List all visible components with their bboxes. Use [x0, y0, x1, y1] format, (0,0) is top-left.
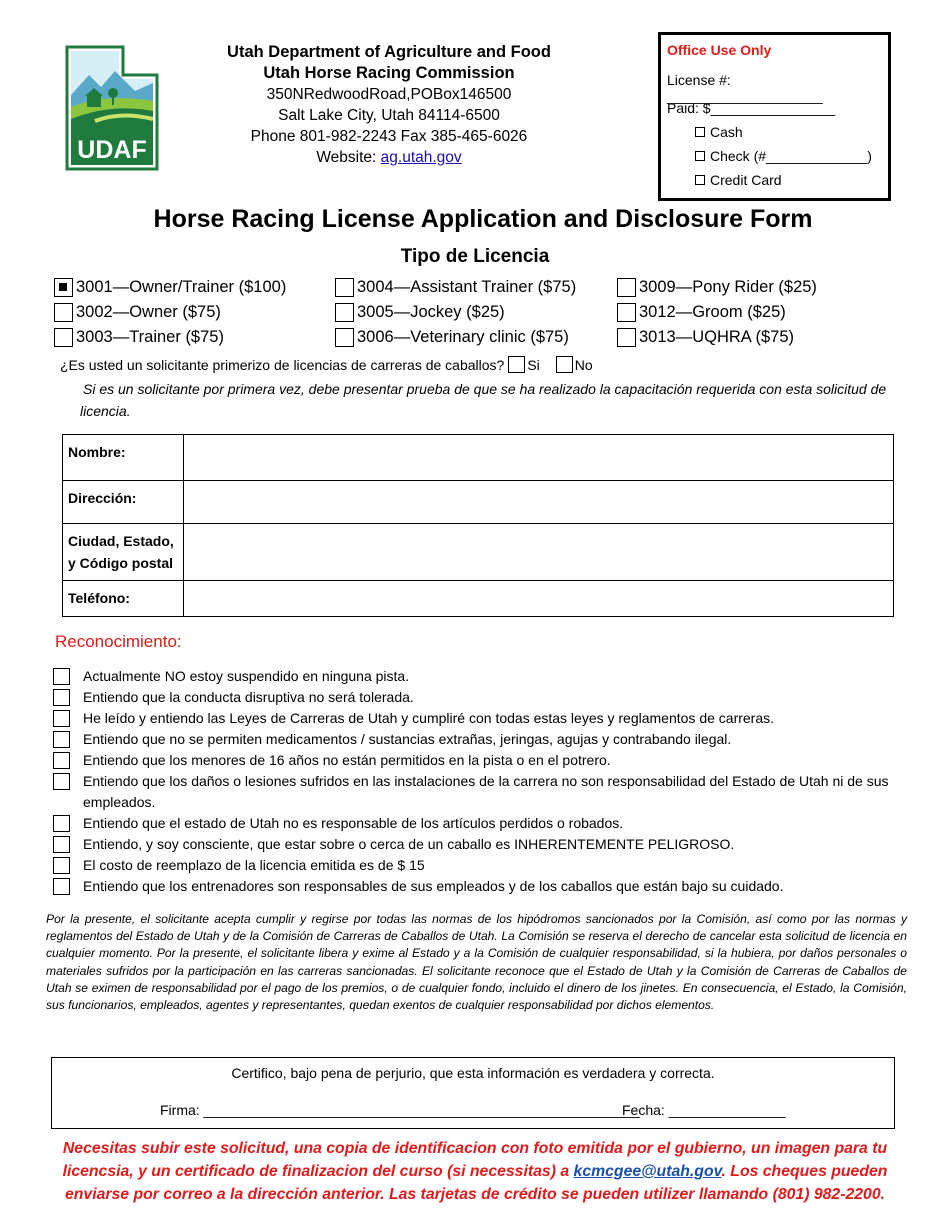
license-checkbox[interactable]	[54, 303, 73, 322]
ack-text: Entiendo que el estado de Utah no es responsable de los artículos perdidos o robados.	[83, 815, 624, 831]
ack-checkbox[interactable]	[53, 731, 70, 748]
license-label: 3012—Groom ($25)	[639, 303, 786, 321]
certification-statement: Certifico, bajo pena de perjurio, que esta información es verdadera y correcta.	[231, 1065, 715, 1081]
license-option-3003[interactable]	[54, 328, 224, 347]
ack-item	[53, 813, 913, 834]
cash-checkbox-icon	[695, 127, 705, 137]
ack-item	[53, 729, 913, 750]
license-label: 3004—Assistant Trainer ($75)	[357, 278, 577, 296]
ack-checkbox[interactable]	[53, 710, 70, 727]
phone-fax: Phone 801-982-2243 Fax 385-465-6026	[250, 128, 528, 145]
name-label: Nombre:	[63, 435, 184, 481]
license-type-heading: Tipo de Licencia	[400, 246, 550, 267]
paid-field: Paid: $________________	[667, 100, 836, 116]
ack-text: He leído y entiendo las Leyes de Carreras de Utah y cumpliré con todas estas leyes y reglamentos de carreras.	[83, 710, 775, 726]
website-label: Website:	[316, 149, 377, 166]
city-state-zip-input[interactable]	[184, 524, 894, 581]
license-label: 3005—Jockey ($25)	[357, 303, 505, 321]
ack-checkbox[interactable]	[53, 878, 70, 895]
ack-item	[53, 666, 913, 687]
ack-checkbox[interactable]	[53, 857, 70, 874]
agency-header	[200, 42, 578, 168]
ack-text: Entiendo que los menores de 16 años no están permitidos en la pista o en el potrero.	[83, 752, 611, 768]
license-option-3001[interactable]	[54, 278, 286, 297]
check-checkbox-icon	[695, 151, 705, 161]
applicant-info-table	[62, 434, 894, 617]
license-checkbox[interactable]	[54, 328, 73, 347]
first-time-question	[60, 356, 593, 373]
cash-option[interactable]	[695, 124, 743, 140]
ack-text: El costo de reemplazo de la licencia emitida es de $ 15	[83, 857, 425, 873]
credit-card-label: Credit Card	[710, 172, 782, 188]
license-checkbox[interactable]	[335, 303, 354, 322]
office-use-title: Office Use Only	[667, 42, 772, 58]
first-time-yes-label: Si	[527, 356, 540, 373]
date-field[interactable]: Fecha: _______________	[622, 1102, 786, 1118]
name-input[interactable]	[184, 435, 894, 481]
ack-item	[53, 855, 913, 876]
license-checkbox[interactable]	[617, 278, 636, 297]
license-option-3004[interactable]	[335, 278, 576, 297]
website-line	[200, 147, 578, 168]
license-label: 3013—UQHRA ($75)	[639, 328, 794, 346]
address-line-1: 350NRedwoodRoad,POBox146500	[266, 86, 512, 103]
license-option-3009[interactable]	[617, 278, 817, 297]
license-label: 3006—Veterinary clinic ($75)	[357, 328, 569, 346]
license-checkbox[interactable]	[335, 278, 354, 297]
ack-text: Entiendo que los entrenadores son responsables de sus empleados y de los caballos que están bajo su cuidado.	[83, 878, 784, 894]
license-label: 3003—Trainer ($75)	[76, 328, 224, 346]
signature-field[interactable]: Firma: ________________________________________________________	[160, 1102, 640, 1118]
ack-checkbox[interactable]	[53, 773, 70, 790]
footer-text-1: Necesitas subir este solicitud, una copia de identificacion con foto emitida por el gubierno, un imagen para tu licencsia, y un certificado de finalizacion del curso (si necessitas) a	[62, 1140, 888, 1180]
credit-card-checkbox-icon	[695, 175, 705, 185]
check-option[interactable]	[695, 148, 872, 164]
phone-input[interactable]	[184, 581, 894, 617]
city-state-zip-label: Ciudad, Estado, y Código postal	[63, 524, 184, 581]
credit-card-option[interactable]	[695, 172, 782, 188]
submission-instructions	[40, 1137, 910, 1206]
udaf-logo	[65, 45, 159, 171]
license-label: 3002—Owner ($75)	[76, 303, 221, 321]
ack-item	[53, 750, 913, 771]
ack-text: Entiendo que los daños o lesiones sufridos en las instalaciones de la carrera no son responsabilidad del Estado de Utah ni de sus empleados.	[83, 773, 889, 810]
website-link[interactable]: ag.utah.gov	[380, 149, 462, 166]
ack-item	[53, 834, 913, 855]
ack-checkbox[interactable]	[53, 752, 70, 769]
cash-label: Cash	[710, 124, 743, 140]
email-link[interactable]: kcmcgee@utah.gov	[573, 1163, 722, 1180]
license-option-3012[interactable]	[617, 303, 786, 322]
ack-text: Actualmente NO estoy suspendido en ninguna pista.	[83, 668, 410, 684]
license-number-field: License #: ____________________	[667, 72, 823, 104]
ack-checkbox[interactable]	[53, 815, 70, 832]
address-label: Dirección:	[63, 481, 184, 524]
certification-box	[51, 1057, 895, 1129]
ack-text: Entiendo que la conducta disruptiva no será tolerada.	[83, 689, 414, 705]
license-option-3006[interactable]	[335, 328, 569, 347]
license-checkbox[interactable]	[617, 328, 636, 347]
ack-item	[53, 687, 913, 708]
license-option-3005[interactable]	[335, 303, 505, 322]
footer-text-2: . Los cheques pueden enviarse por correo a la dirección anterior. Las tarjetas de crédito se pueden utilizer llamando (801) 982-2200.	[64, 1163, 888, 1203]
first-time-no-label: No	[574, 356, 593, 373]
ack-item	[53, 876, 913, 897]
ack-item	[53, 771, 913, 813]
license-option-3013[interactable]	[617, 328, 794, 347]
ack-checkbox[interactable]	[53, 668, 70, 685]
form-title: Horse Racing License Application and Disclosure Form	[153, 205, 813, 233]
first-time-note: Si es un solicitante por primera vez, debe presentar prueba de que se ha realizado la capacitación requerida con esta solicitud de licencia.	[80, 381, 887, 419]
acknowledgement-heading: Reconocimiento:	[55, 632, 182, 651]
logo-text: UDAF	[77, 136, 147, 164]
office-use-box	[658, 32, 891, 201]
license-checkbox[interactable]	[617, 303, 636, 322]
address-input[interactable]	[184, 481, 894, 524]
license-checkbox[interactable]	[54, 278, 73, 297]
check-label: Check (#_____________)	[710, 148, 872, 164]
ack-checkbox[interactable]	[53, 836, 70, 853]
license-label: 3001—Owner/Trainer ($100)	[76, 278, 287, 296]
ack-text: Entiendo que no se permiten medicamentos / sustancias extrañas, jeringas, agujas y contrabando ilegal.	[83, 731, 732, 747]
license-label: 3009—Pony Rider ($25)	[639, 278, 817, 296]
address-line-2: Salt Lake City, Utah 84114-6500	[278, 107, 500, 124]
license-checkbox[interactable]	[335, 328, 354, 347]
first-time-question-text: ¿Es usted un solicitante primerizo de licencias de carreras de caballos?	[60, 356, 505, 373]
license-option-3002[interactable]	[54, 303, 221, 322]
first-time-yes-checkbox[interactable]	[508, 356, 525, 373]
commission-name: Utah Horse Racing Commission	[263, 64, 515, 82]
ack-checkbox[interactable]	[53, 689, 70, 706]
ack-text: Entiendo, y soy consciente, que estar sobre o cerca de un caballo es INHERENTEMENTE PELIGROSO.	[83, 836, 735, 852]
agency-name: Utah Department of Agriculture and Food	[227, 43, 551, 61]
legal-disclaimer: Por la presente, el solicitante acepta cumplir y regirse por todas las normas de los hipódromos sancionados por la Comisión, así como por las normas y reglamentos del Estado de Utah y de la Comisión de Carreras de Caballos de Utah. La Comisión se reserva el derecho de cancelar esta solicitud de licencia en cualquier momento. Por la presente, el solicitante libera y exime al Estado y a la Comisión de cualquier responsabilidad, si la hubiera, por daños personales o materiales sufridos por la participación en las carreras sancionadas. El solicitante reconoce que el Estado de Utah y la Comisión de Carreras de Caballos de Utah se eximen de responsabilidad por el pago de los premios, o de cualquier fondo, incluido el dinero de los jinetes. En consecuencia, el Estado, la Comisión, sus funcionarios, empleados, agentes y representantes, quedan exentos de cualquier responsabilidad por dichos elementos.	[46, 912, 907, 1013]
phone-label: Teléfono:	[63, 581, 184, 617]
first-time-no-checkbox[interactable]	[556, 356, 573, 373]
ack-item	[53, 708, 913, 729]
